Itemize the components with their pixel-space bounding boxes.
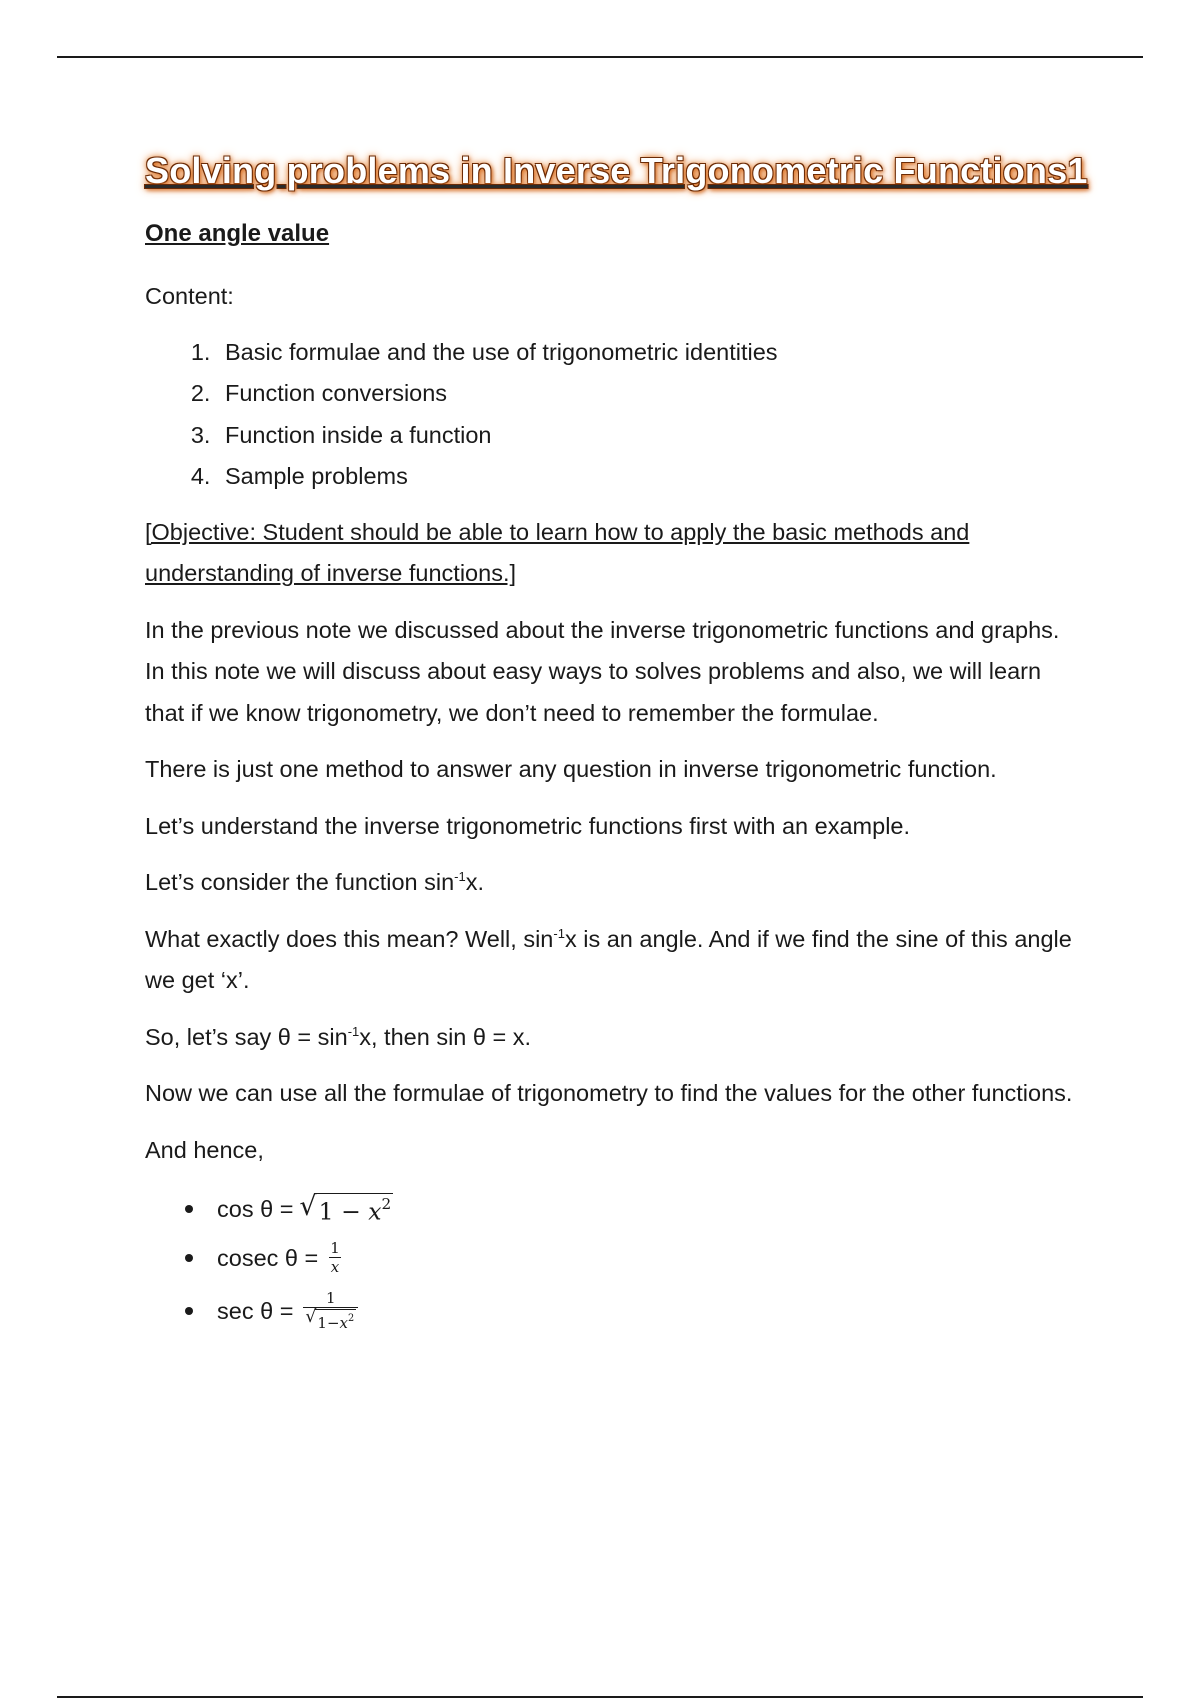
fraction-denominator — [303, 1307, 358, 1332]
math-exponent: 2 — [381, 1194, 392, 1213]
meaning-text: What exactly does this mean? Well, sin — [145, 925, 554, 952]
example-intro-paragraph: Let’s understand the inverse trigonometric functions first with an example. — [145, 812, 911, 839]
consider-function-paragraph — [145, 862, 1075, 904]
list-item: 4. Sample problems — [217, 456, 1075, 498]
content-label: Content: — [145, 283, 234, 309]
formula-label: cosec θ = — [217, 1244, 319, 1271]
intro-paragraph: In the previous note we discussed about the inverse trigonometric functions and graphs. In this note we will discuss about easy ways to solves problems and also, we will learn that if we know trigonometry, we don’t need to remember the formulae. — [145, 616, 1060, 726]
consider-text: Let’s consider the function sin — [145, 869, 455, 895]
document-page — [145, 150, 1088, 1339]
math-exponent: 2 — [348, 1313, 355, 1325]
list-item: 1. Basic formulae and the use of trigonometric identities — [217, 332, 1075, 374]
formula-cosec — [185, 1233, 1075, 1283]
list-item: 3. Function inside a function — [217, 415, 1075, 457]
square-root — [299, 1190, 393, 1226]
formula-label: cos θ = — [217, 1195, 294, 1222]
formulae-paragraph: Now we can use all the formulae of trigonometry to find the values for the other functions. — [145, 1080, 1073, 1106]
header-rule — [57, 56, 1143, 58]
fraction-numerator: 1 — [326, 1289, 336, 1308]
bullet-icon — [185, 1254, 193, 1262]
formula-label: sec θ = — [217, 1297, 294, 1324]
radical-sign-icon: √ — [305, 1307, 317, 1328]
inverse-exponent: -1 — [553, 925, 565, 941]
math-term: 1 — [317, 1313, 327, 1332]
footer-rule — [57, 1696, 1143, 1698]
inverse-exponent: -1 — [454, 869, 466, 884]
meaning-paragraph — [145, 919, 1075, 1002]
bullet-icon — [185, 1205, 193, 1213]
content-list — [145, 332, 1075, 498]
formula-sec — [185, 1283, 1075, 1339]
objective-statement: [Objective: Student should be able to learn how to apply the basic methods and understanding of inverse functions.] — [145, 518, 970, 586]
math-operator: − — [326, 1313, 340, 1332]
fraction-denominator: x — [330, 1258, 340, 1276]
consider-text-end: x. — [465, 869, 485, 895]
radicand — [316, 1193, 394, 1226]
square-root — [305, 1309, 356, 1332]
section-heading: One angle value — [145, 220, 330, 247]
math-variable: x — [368, 1197, 382, 1226]
method-paragraph: There is just one method to answer any question in inverse trigonometric function. — [145, 756, 997, 782]
list-item: 2. Function conversions — [217, 373, 1075, 415]
inverse-exponent: -1 — [347, 1023, 360, 1039]
fraction — [328, 1240, 342, 1276]
fraction-numerator: 1 — [330, 1239, 340, 1257]
theta-text: So, let’s say θ = sin — [145, 1023, 348, 1050]
hence-label: And hence, — [145, 1136, 264, 1163]
bullet-icon — [185, 1307, 193, 1315]
math-variable: x — [339, 1313, 349, 1332]
formula-list — [145, 1185, 1075, 1339]
math-term: 1 — [318, 1197, 334, 1226]
formula-cos — [185, 1185, 1075, 1233]
meaning-text-end: x is an angle. And if we find the sine of this angle we get ‘x’. — [145, 925, 1072, 993]
fraction — [303, 1290, 358, 1332]
document-title: Solving problems in Inverse Trigonometric Functions1 — [145, 150, 1088, 191]
theta-definition-paragraph — [145, 1017, 1075, 1059]
radicand — [315, 1309, 356, 1332]
math-operator: − — [333, 1197, 369, 1226]
radical-sign-icon: √ — [299, 1190, 317, 1222]
theta-text-end: x, then sin θ = x. — [359, 1023, 532, 1050]
